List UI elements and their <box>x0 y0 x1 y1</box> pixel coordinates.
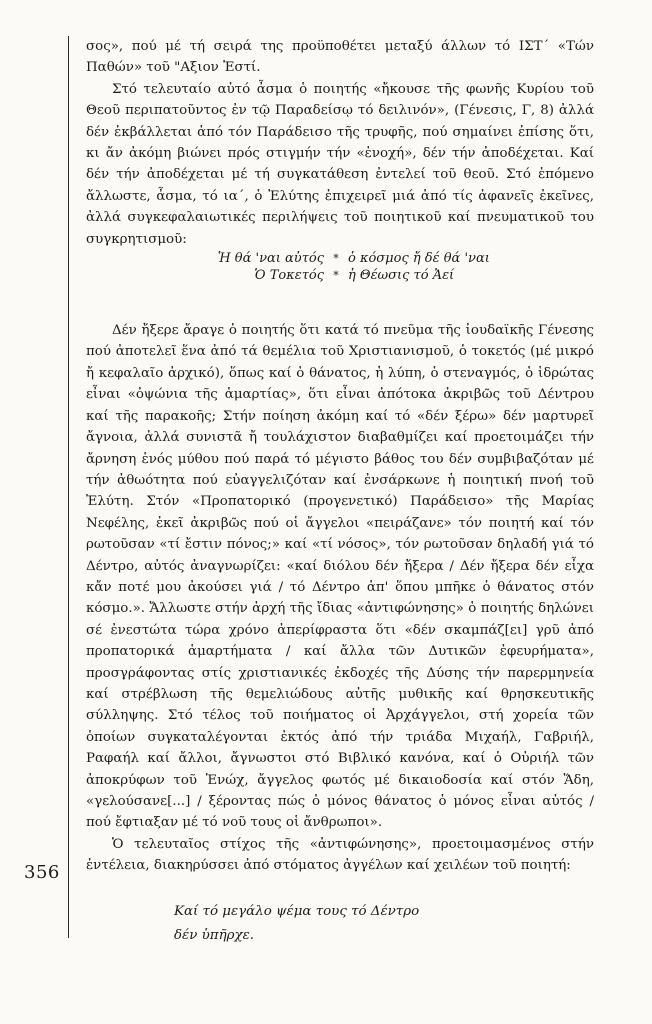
paragraph-2: Δέν ἤξερε ἄραγε ὁ ποιητής ὅτι κατά τό πνεῦμα τῆς ἰουδαϊκῆς Γένεσης πού ἀποτελεῖ ἕνα ἀπό τά θεμέλια τοῦ Χριστιανισμοῦ, ὁ τοκετός (μέ μικρό ἤ κεφαλαῖο ἀρχικό), ὅπως καί ὁ θάνατος, ἡ λύπη, ὁ στεναγμός, ὁ ἱδρώτας εἶναι «ὀψώνια τῆς ἁμαρτίας», ὅτι εἶναι ἀπότοκα ἀκριβῶς τοῦ Δέντρου καί τῆς παρακοῆς; Στήν ποίηση ἀκόμη καί τό «δέν ξέρω» δέν μαρτυρεῖ ἄγνοια, ἀλλά συνιστᾶ ἤ τουλάχιστον διαβαθμίζει καί προετοιμάζει τήν ἄρνηση ἑνός μύθου πού παρά τό μέγιστο βάθος του δέν συμβιβαζόταν μέ τήν ἀθωότητα πού εὐαγγελιζόταν καί ἐνσάρκωνε ἡ ποιητική πνοή τοῦ Ἐλύτη. Στόν «Προπατορικό (προγενετικό) Παράδεισο» τῆς Μαρίας Νεφέλης, ἐκεῖ ἀκριβῶς πού οἱ ἄγγελοι «πειράζανε» τόν ποιητή καί τόν ρωτοῦσαν «τί ἔστιν πόνος;» καί «τί νόσος», τόν ρωτοῦσαν δηλαδή γιά τό Δέντρο, αὐτός ἀναγνωρίζει: «καί διόλου δέν ἤξερα / Δέν ἤξερα δέν εἶχα κἄν ποτέ μου ἀκούσει γιά / τό Δέντρο ἀπ' ὅπου μπῆκε ὁ θάνατος στόν κόσμο.». Ἄλλωστε στήν ἀρχή τῆς ἴδιας «ἀντιφώνησης» ὁ ποιητής δηλώνει σέ ἐνεστώτα τώρα χρόνο ἀπερίφραστα ὅτι «δέν σκαμπάζ[ει] γρῦ ἀπό προπατορικά ἁμαρτήματα / καί ἄλλα τῶν Δυτικῶν ἐφευρήματα», προσγράφοντας στίς χριστιανικές ἐκδοχές τῆς Δύσης τήν παρερμηνεία καί στρέβλωση τῆς θεμελιώδους αὐτῆς μυθικῆς καί θρησκευτικῆς σύλληψης. Στό τέλος τοῦ ποιήματος οἱ Ἀρχάγγελοι, στή χορεία τῶν ὁποίων συγκαταλέγονται ἐκτός ἀπό τήν τριάδα Μιχαήλ, Γαβριήλ, Ραφαήλ καί ἄλλοι, ἄγνωστοι στό Βιβλικό κανόνα, καί ὁ Οὐριήλ τῶν ἀποκρύφων τοῦ Ἐνώχ, ἄγγελος φωτός μέ δικαιοδοσία καί στόν Ἅδη, «γελούσανε[...] / ξέροντας πώς ὁ μόνος θάνατος ὁ μόνος εἶναι αὐτός / πού ἔφτιαξαν μέ τό νοῦ τους οἱ ἄνθρωποι». <box>86 323 594 831</box>
final-verse-line-1: Καί τό μεγάλο ψέμα τους τό Δέντρο <box>174 904 420 919</box>
paragraph-1: Στό τελευταίο αὐτό ἆσμα ὁ ποιητής «ἤκουσε τῆς φωνῆς Κυρίου τοῦ Θεοῦ περιπατοῦντος ἐν τῷ Παραδείσῳ τό δειλινόν», (Γένεσις, Γ, 8) ἀλλά δέν ἐκβάλλεται ἀπό τόν Παράδεισο τῆς τρυφῆς, πού σημαίνει ἐπίσης ὅτι, κι ἄν ἀκόμη βιώνει πρός στιγμήν τήν «ἐνοχή», δέν τήν ἀποδέχεται. Καί δέν τήν ἀποδέχεται μέ τή συγκατάθεση ἐντελεί τοῦ θεοῦ. Στό ἑπόμενο ἄλλωστε, ἆσμα, τό ια΄, ὁ Ἐλύτης ἐπιχειρεῖ μιά ἀπό τίς ἀφανεῖς ἐκεῖνες, ἀλλά συγκεφαλαιωτικές περιλήψεις τοῦ ποιητικοῦ καί πνευματικοῦ του συγκρητισμοῦ: <box>86 81 594 247</box>
verse-line-1 <box>194 250 554 267</box>
verse-line-2 <box>194 267 554 284</box>
star-separator: * <box>333 269 339 283</box>
verse-left: Ὁ Τοκετός <box>254 268 324 284</box>
star-separator: * <box>333 252 339 266</box>
page-number: 356 <box>24 862 60 883</box>
margin-rule <box>68 36 69 938</box>
verse-right: ὁ κόσμος ἤ δέ θά 'ναι <box>348 251 490 267</box>
final-verse <box>174 900 494 948</box>
verse-right: ἡ Θέωσις τό Ἀεί <box>348 268 455 284</box>
verse-left: Ἡ θά 'ναι αὐτός <box>217 251 324 267</box>
verse-quote <box>194 250 554 284</box>
spacer <box>86 294 594 320</box>
paragraph-continuation: σος», πού μέ τή σειρά της προϋποθέτει μεταξύ άλλων τό ΙΣΤ΄ «Τών Παθών» τοῦ "Αξιον Ἐστί. <box>86 39 594 76</box>
body-text <box>86 36 594 877</box>
paragraph-3: Ὁ τελευταῖος στίχος τῆς «ἀντιφώνησης», προετοιμασμένος στήν ἐντέλεια, διακηρύσσει ἀπό στόματος ἀγγέλων καί χειλέων τοῦ ποιητή: <box>86 836 594 874</box>
final-verse-line-2: δέν ὑπῆρχε. <box>174 928 255 943</box>
